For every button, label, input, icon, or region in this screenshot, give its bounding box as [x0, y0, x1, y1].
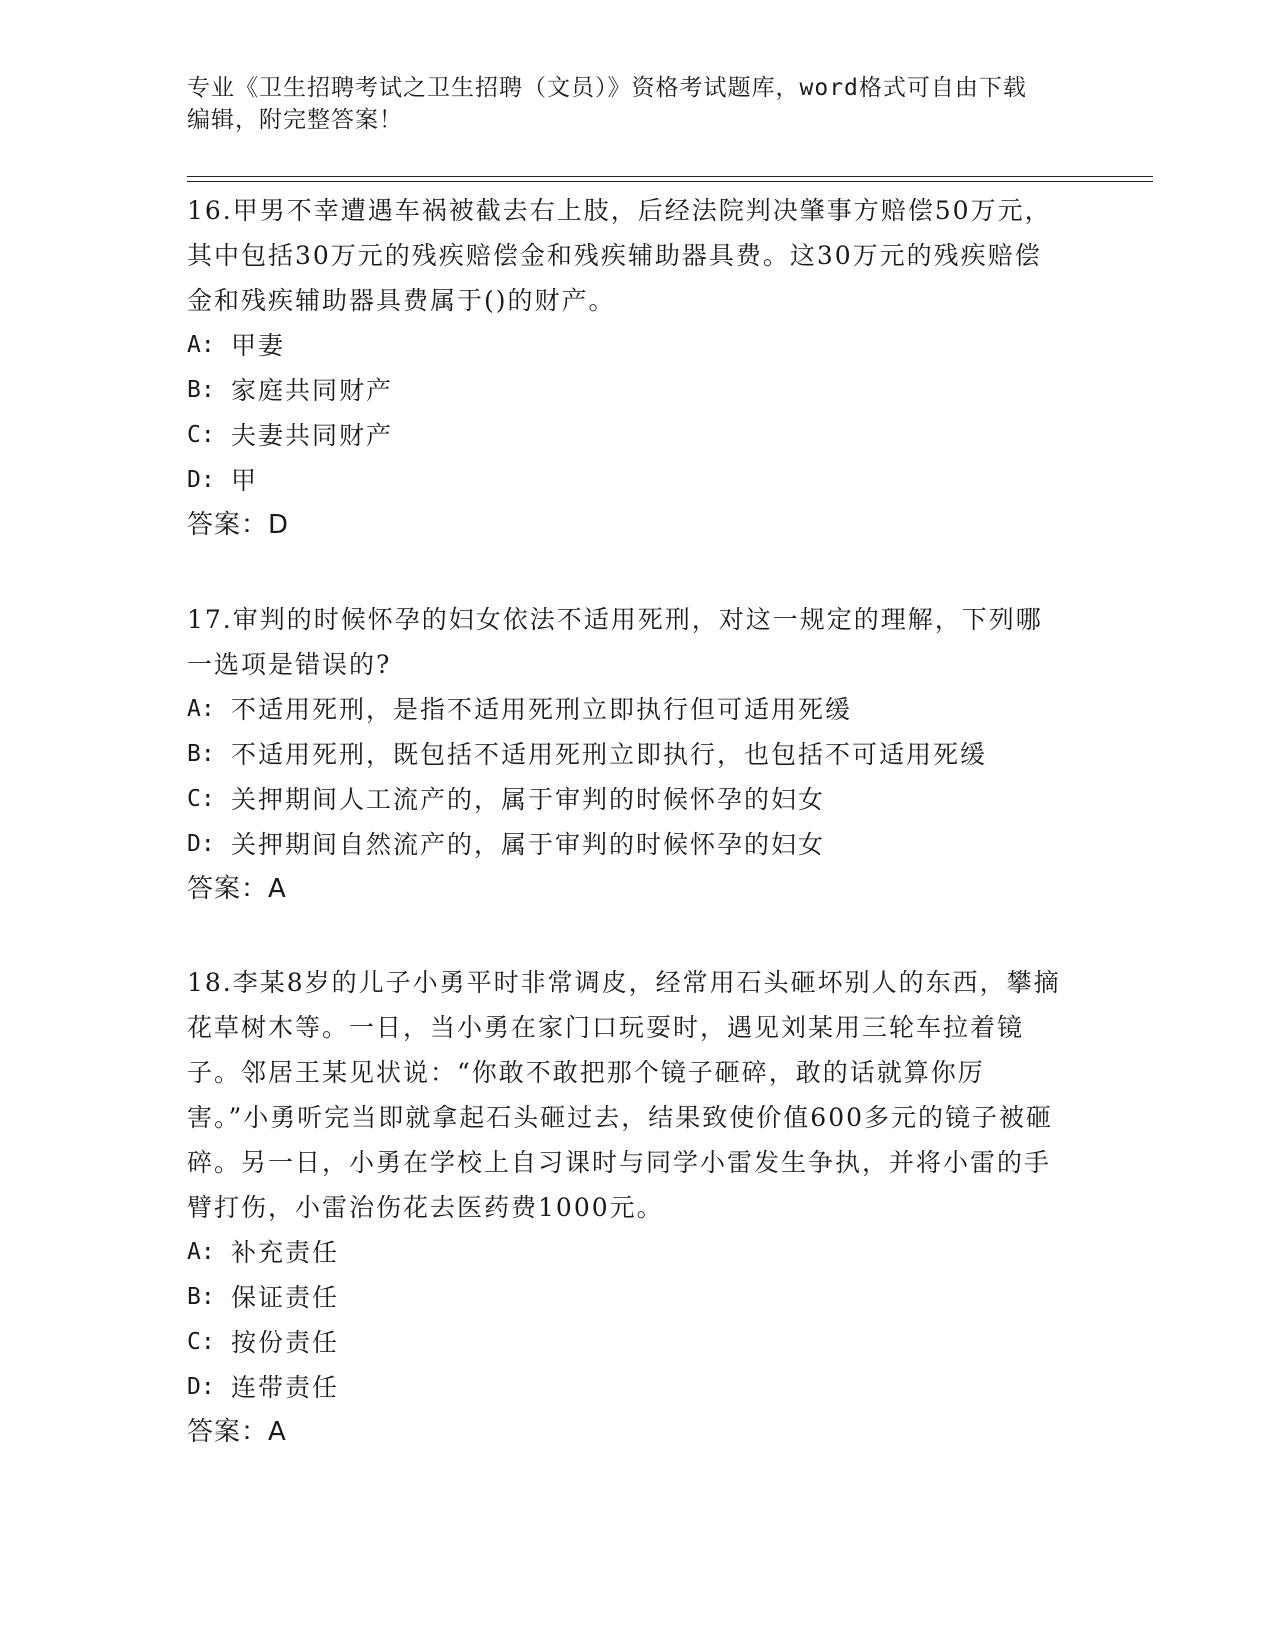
question-18: [187, 960, 1067, 1455]
option-text: 关押期间人工流产的，属于审判的时候怀孕的妇女: [231, 785, 826, 814]
option-a: [187, 323, 1067, 368]
question-17: [187, 597, 1067, 912]
option-a: [187, 687, 1067, 732]
option-text: 补充责任: [231, 1238, 340, 1267]
option-key: A:: [187, 1239, 215, 1265]
option-key: D:: [187, 831, 215, 857]
option-key: A:: [187, 332, 215, 358]
option-key: C:: [187, 786, 215, 812]
option-key: D:: [187, 467, 215, 493]
option-d: [187, 822, 1067, 867]
option-text: 甲妻: [231, 331, 286, 360]
option-key: C:: [187, 422, 215, 448]
header-line-1: 专业《卫生招聘考试之卫生招聘（文员）》资格考试题库，word格式可自由下载: [187, 75, 1027, 101]
option-text: 连带责任: [231, 1373, 340, 1402]
option-a: [187, 1230, 1067, 1275]
option-text: 关押期间自然流产的，属于审判的时候怀孕的妇女: [231, 830, 826, 859]
question-16: [187, 188, 1067, 548]
option-text: 按份责任: [231, 1328, 340, 1357]
option-text: 不适用死刑，既包括不适用死刑立即执行，也包括不可适用死缓: [231, 740, 988, 769]
option-b: [187, 368, 1067, 413]
option-d: [187, 458, 1067, 503]
option-text: 保证责任: [231, 1283, 340, 1312]
option-c: [187, 777, 1067, 822]
option-key: A:: [187, 696, 215, 722]
option-key: B:: [187, 377, 215, 403]
answer-line: 答案：A: [187, 874, 287, 904]
question-text: 18.李某8岁的儿子小勇平时非常调皮，经常用石头砸坏别人的东西，攀摘花草树木等。一日，当小勇在家门口玩耍时，遇见刘某用三轮车拉着镜子。邻居王某见状说：“你敢不敢把那个镜子砸碎，敢的话就算你厉害。”小勇听完当即就拿起石头砸过去，结果致使价值600多元的镜子被砸碎。另一日，小勇在学校上自习课时与同学小雷发生争执，并将小雷的手臂打伤，小雷治伤花去医药费1000元。: [187, 968, 1061, 1222]
option-d: [187, 1365, 1067, 1410]
option-key: B:: [187, 1284, 215, 1310]
header-divider-bottom: [187, 181, 1153, 182]
question-text: 17.审判的时候怀孕的妇女依法不适用死刑，对这一规定的理解，下列哪一选项是错误的?: [187, 605, 1043, 679]
option-key: C:: [187, 1329, 215, 1355]
question-text: 16.甲男不幸遭遇车祸被截去右上肢，后经法院判决肇事方赔偿50万元，其中包括30万元的残疾赔偿金和残疾辅助器具费。这30万元的残疾赔偿金和残疾辅助器具费属于()的财产。: [187, 196, 1052, 315]
option-c: [187, 413, 1067, 458]
option-text: 甲: [231, 466, 259, 495]
header-divider-top: [187, 176, 1153, 177]
document-header: [187, 72, 1067, 136]
option-b: [187, 732, 1067, 777]
option-key: B:: [187, 741, 215, 767]
option-text: 夫妻共同财产: [231, 421, 394, 450]
answer-line: 答案：D: [187, 510, 290, 540]
header-line-2: 编辑，附完整答案！: [187, 107, 403, 133]
option-key: D:: [187, 1374, 215, 1400]
option-text: 家庭共同财产: [231, 376, 394, 405]
option-b: [187, 1275, 1067, 1320]
option-c: [187, 1320, 1067, 1365]
option-text: 不适用死刑，是指不适用死刑立即执行但可适用死缓: [231, 695, 853, 724]
answer-line: 答案：A: [187, 1417, 287, 1447]
